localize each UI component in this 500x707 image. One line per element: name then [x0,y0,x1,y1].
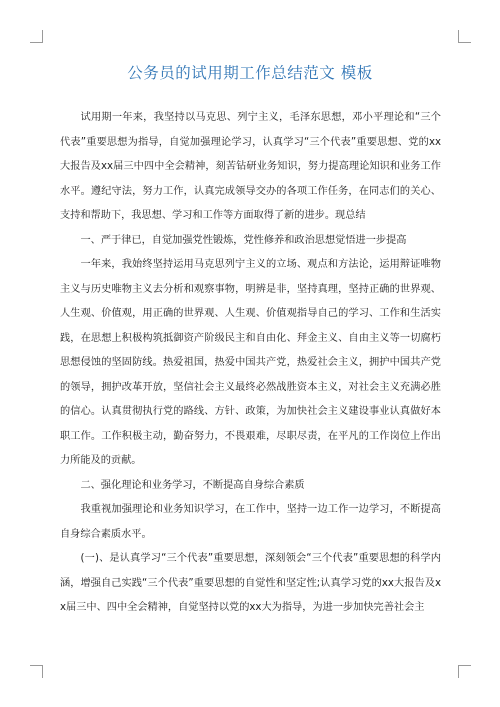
paragraph-section-2: 我重视加强理论和业务知识学习，在工作中，坚持一边工作一边学习，不断提高自身综合素质水平。 [60,504,441,540]
paragraph-section-1: 一年来，我始终坚持运用马克思列宁主义的立场、观点和方法论，运用辩证唯物主义与历史唯物主义去分析和观察事物，明辨是非，坚持真理，坚持正确的世界观、人生观、价值观，用正确的世界观、人生观、价值观指导自己的学习、工作和生活实践，在思想上积极构筑抵御资产阶级民主和自由化、拜金主义、自由主义等一切腐朽思想侵蚀的坚固防线。热爱祖国，热爱中国共产党，热爱社会主义，拥护中国共产党的领导，拥护改革开放，坚信社会主义最终必然战胜资本主义，对社会主义充满必胜的信心。认真贯彻执行党的路线、方针、政策，为加快社会主义建设事业认真做好本职工作。工作积极主动，勤奋努力，不畏艰难，尽职尽责，在平凡的工作岗位上作出力所能及的贡献。 [60,259,441,466]
document-body [60,106,441,621]
crop-mark-bottom-right [458,665,471,678]
crop-mark-top-left [30,30,43,43]
paragraph-subsection-1: (一)、是认真学习“三个代表”重要思想，深刻领会“三个代表”重要思想的科学内涵，增强自己实践“三个代表”重要思想的自觉性和坚定性;认真学习党的xx大报告及xx届三中、四中全会精神，自觉坚持以党的xx大为指导，为进一步加快完善社会主 [60,553,441,613]
paragraph-intro: 试用期一年来，我坚持以马克思、列宁主义，毛泽东思想，邓小平理论和“三个代表”重要思想为指导，自觉加强理论学习，认真学习“三个代表”重要思想、党的xx大报告及xx届三中四中全会精神，刻苦钻研业务知识，努力提高理论知识和业务工作水平。遵纪守法，努力工作，认真完成领导交办的各项工作任务，在同志们的关心、支持和帮助下，我思想、学习和工作等方面取得了新的进步。现总结 [60,112,441,221]
section-heading-1: 一、严于律已，自觉加强党性锻炼，党性修养和政治思想觉悟进一步提高 [80,234,407,246]
document-title: 公务员的试用期工作总结范文 模板 [127,64,373,82]
crop-mark-top-right [458,30,471,43]
crop-mark-bottom-left [30,665,43,678]
section-heading-2: 二、强化理论和业务学习，不断提高自身综合素质 [80,479,305,491]
